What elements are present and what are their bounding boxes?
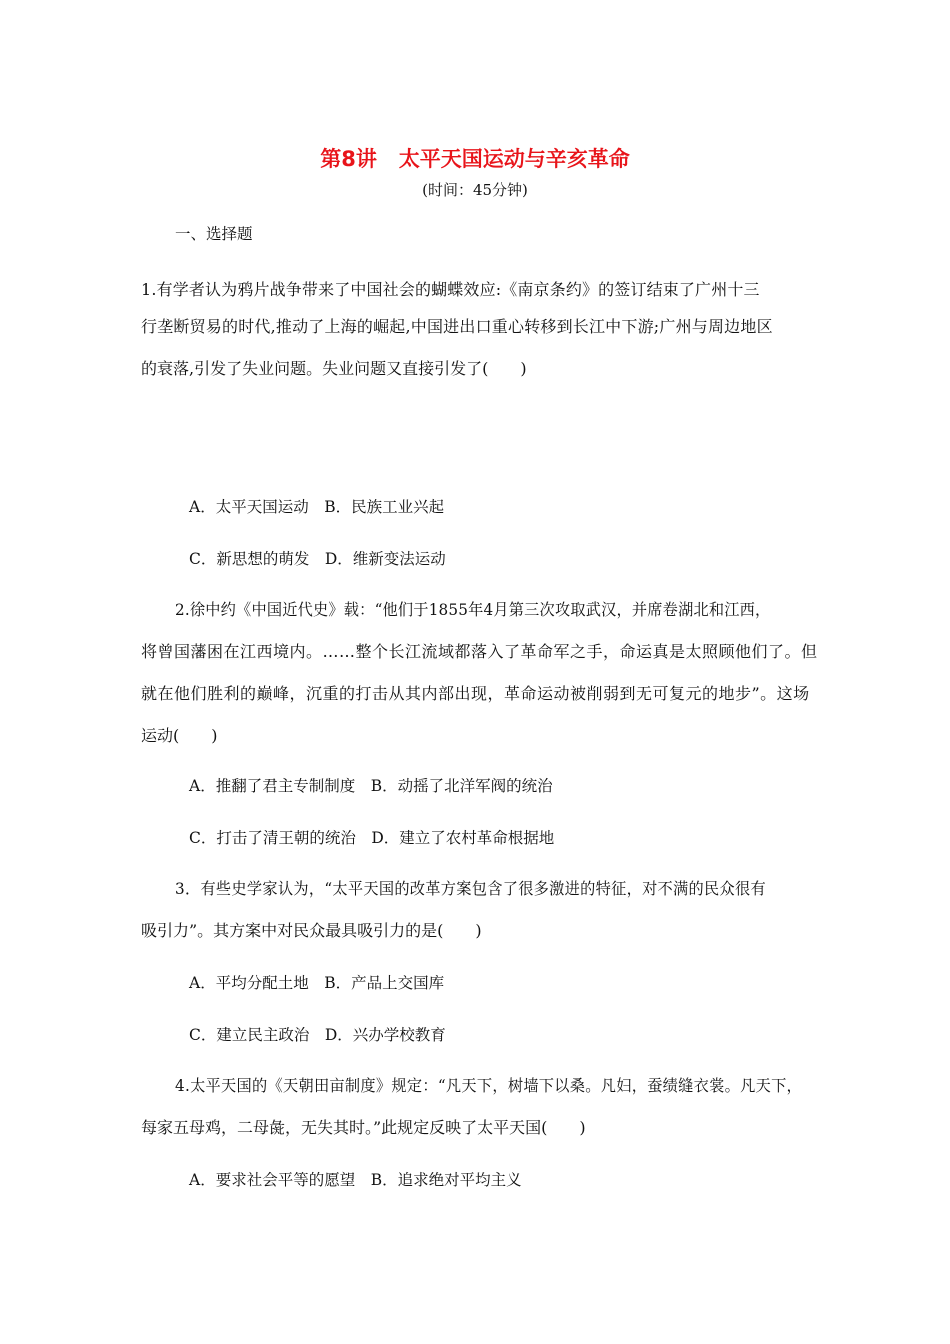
time-limit: (时间：45分钟) xyxy=(422,181,528,199)
answer-options[interactable]: A．太平天国运动 B．民族工业兴起 xyxy=(189,498,445,516)
question-text-line: 就在他们胜利的巅峰，沉重的打击从其内部出现，革命运动被削弱到无可复元的地步”。这场 xyxy=(141,684,810,703)
question-text-line: 运动( ) xyxy=(141,726,218,745)
question-text-line: 3．有些史学家认为，“太平天国的改革方案包含了很多激进的特征，对不满的民众很有 xyxy=(175,879,766,898)
question-text-line: 4.太平天国的《天朝田亩制度》规定：“凡天下，树墙下以桑。凡妇，蚕绩缝衣裳。凡天下， xyxy=(175,1076,803,1095)
question-text-line: 行垄断贸易的时代,推动了上海的崛起,中国进出口重心转移到长江中下游;广州与周边地区 xyxy=(141,317,773,336)
question-text-line: 1.有学者认为鸦片战争带来了中国社会的蝴蝶效应:《南京条约》的签订结束了广州十三 xyxy=(141,280,760,299)
answer-options[interactable]: A．推翻了君主专制制度 B．动摇了北洋军阀的统治 xyxy=(189,777,553,795)
answer-options[interactable]: C．打击了清王朝的统治 D．建立了农村革命根据地 xyxy=(189,829,555,847)
page-title: 第8讲 太平天国运动与辛亥革命 xyxy=(320,147,630,171)
question-text-line: 每家五母鸡，二母彘，无失其时。”此规定反映了太平天国( ) xyxy=(141,1118,586,1137)
answer-options[interactable]: A．平均分配土地 B．产品上交国库 xyxy=(189,974,445,992)
question-text-line: 将曾国藩困在江西境内。……整个长江流域都落入了革命军之手，命运真是太照顾他们了。但 xyxy=(141,642,818,661)
answer-options[interactable]: C．建立民主政治 D．兴办学校教育 xyxy=(189,1026,446,1044)
question-text-line: 2.徐中约《中国近代史》载：“他们于1855年4月第三次攻取武汉，并席卷湖北和江西， xyxy=(175,600,771,619)
question-text-line: 吸引力”。其方案中对民众最具吸引力的是( ) xyxy=(141,921,482,940)
answer-options[interactable]: C．新思想的萌发 D．维新变法运动 xyxy=(189,550,446,568)
answer-options[interactable]: A．要求社会平等的愿望 B．追求绝对平均主义 xyxy=(189,1171,522,1189)
question-text-line: 的衰落,引发了失业问题。失业问题又直接引发了( ) xyxy=(141,359,527,378)
section-heading: 一、选择题 xyxy=(175,225,253,243)
